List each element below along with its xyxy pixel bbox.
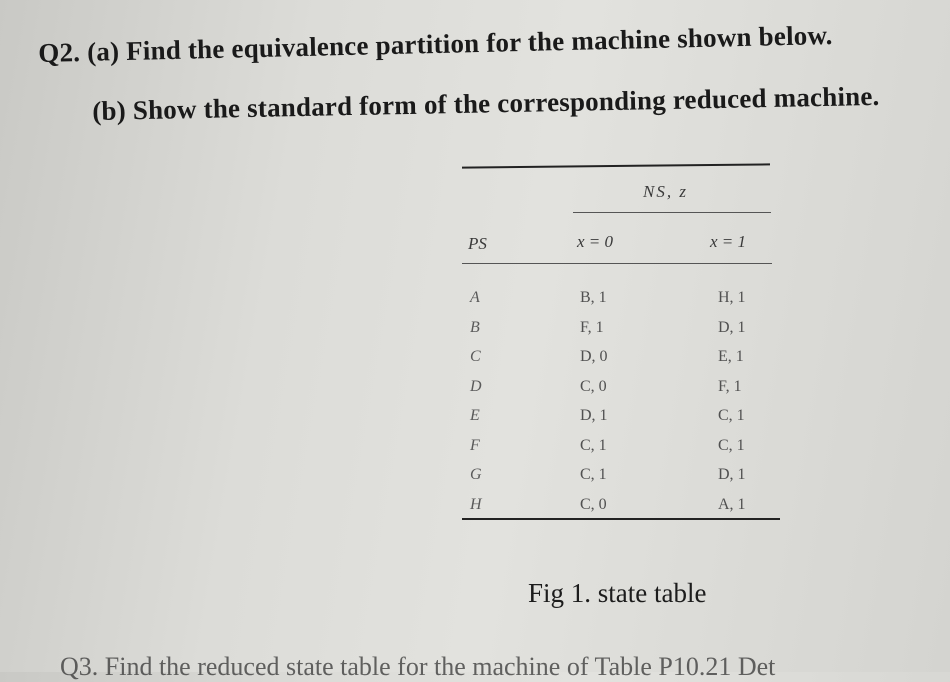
table-cell-ps: G (470, 466, 482, 483)
table-cell-x1: H, 1 (718, 289, 746, 306)
table-cell-x1: C, 1 (718, 407, 745, 424)
x0-column (580, 283, 608, 519)
x0-header: x = 0 (577, 232, 614, 251)
ps-header: PS (468, 234, 487, 253)
table-cell-x1: A, 1 (718, 495, 746, 513)
table-cell-x0: F, 1 (580, 318, 604, 336)
table-cell-x1: D, 1 (718, 466, 746, 483)
table-cell-ps: H (470, 495, 482, 513)
ns-z-header: NS, z (643, 182, 688, 201)
table-cell-x1: D, 1 (718, 318, 746, 336)
question-part-b: (b) Show the standard form of the corresponding reduced machine. (92, 80, 880, 126)
ns-header-rule (573, 212, 771, 213)
table-cell-x0: B, 1 (580, 289, 607, 306)
table-cell-x0: D, 0 (580, 348, 608, 365)
figure-caption: Fig 1. state table (528, 578, 707, 608)
ps-column (470, 283, 482, 519)
table-cell-ps: B (470, 318, 480, 336)
table-cell-ps: F (470, 436, 480, 454)
x1-header: x = 1 (710, 232, 747, 251)
table-cell-x1: F, 1 (718, 377, 742, 395)
question-part-a: Q2. (a) Find the equivalence partition for the machine shown below. (38, 19, 833, 68)
next-question-fragment: Q3. Find the reduced state table for the machine of Table P10.21 Det (60, 652, 776, 681)
table-cell-ps: A (470, 289, 480, 306)
x1-column (718, 283, 746, 519)
table-bottom-rule (462, 518, 780, 520)
table-cell-x0: C, 1 (580, 466, 607, 483)
table-cell-x0: D, 1 (580, 407, 608, 424)
table-cell-x1: C, 1 (718, 436, 745, 454)
table-cell-ps: D (470, 377, 482, 395)
table-cell-x0: C, 1 (580, 436, 607, 454)
table-cell-x1: E, 1 (718, 348, 744, 365)
table-cell-x0: C, 0 (580, 377, 607, 395)
table-cell-x0: C, 0 (580, 495, 607, 513)
header-bottom-rule (462, 263, 772, 264)
table-top-rule (462, 163, 770, 168)
table-cell-ps: C (470, 348, 481, 365)
table-cell-ps: E (470, 407, 480, 424)
